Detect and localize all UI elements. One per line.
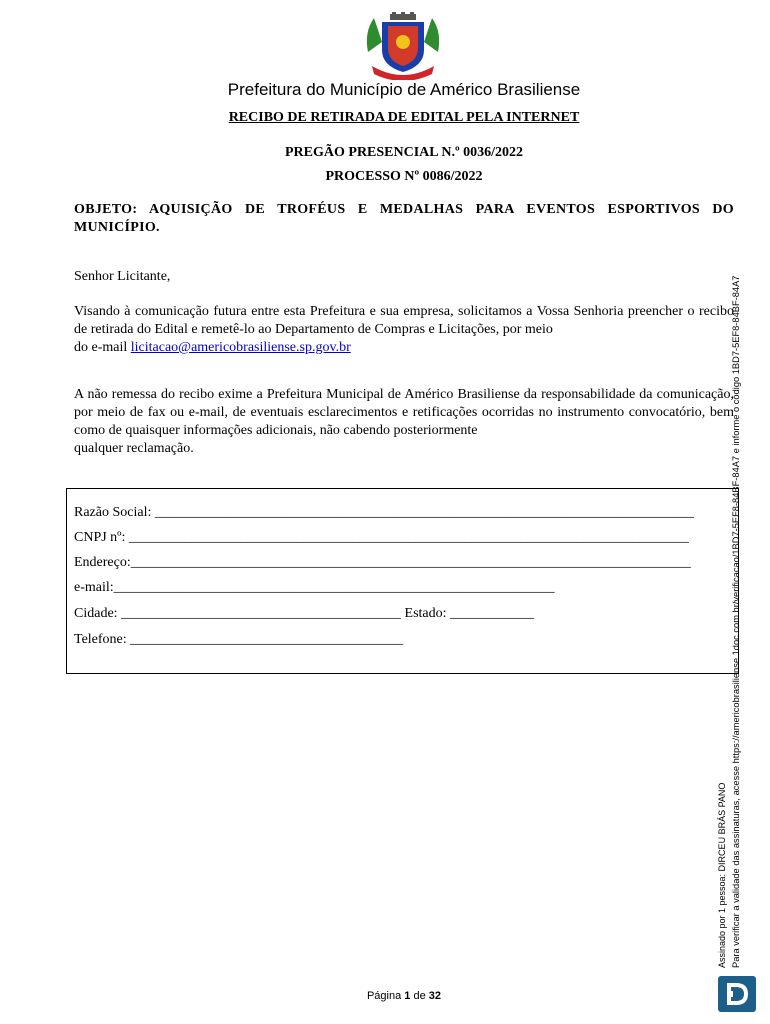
paragraph-2-text: A não remessa do recibo exime a Prefeitura Municipal de Américo Brasiliense da responsabilidade da comunicação, por meio de fax ou e-mail, de eventuais esclarecimentos e retificações ocorridas no instrumento convocatório, bem como de quaisquer informações adicionais, não cabendo posteriormente — [74, 387, 734, 438]
paragraph-1-text: Visando à comunicação futura entre esta Prefeitura e sua empresa, solicitamos a Vossa Senhoria preencher o recibo de retirada do Edital e remetê-lo ao Departamento de Compras e Licitações, por meio — [74, 304, 734, 337]
page-prefix: Página — [366, 990, 402, 1002]
paragraph-1 — [74, 303, 734, 357]
receipt-title: RECIBO DE RETIRADA DE EDITAL PELA INTERNET — [228, 110, 580, 125]
endereco-field[interactable]: Endereço:________________________________________________________________________________ — [74, 555, 691, 570]
cidade-estado-field[interactable]: Cidade: ________________________________________ Estado: ____________ — [74, 606, 535, 621]
page-of: de — [413, 990, 426, 1002]
pregao-number: PREGÃO PRESENCIAL N.º 0036/2022 — [285, 145, 523, 160]
signature-signer: Assinado por 1 pessoa: DIRCEU BRÁS PANO — [717, 782, 727, 968]
greeting: Senhor Licitante, — [74, 269, 171, 284]
email-field[interactable]: e-mail:_______________________________________________________________ — [74, 580, 555, 595]
paragraph-1-tail — [74, 339, 734, 357]
cnpj-field[interactable]: CNPJ nº: ________________________________________________________________________________ — [74, 530, 689, 545]
page-number — [0, 990, 770, 1002]
page-current: 1 — [404, 990, 411, 1002]
processo-number: PROCESSO Nº 0086/2022 — [325, 169, 483, 184]
objeto-text: OBJETO: AQUISIÇÃO DE TROFÉUS E MEDALHAS PARA EVENTOS ESPORTIVOS DO MUNICÍPIO. — [74, 202, 734, 235]
razao-social-field[interactable]: Razão Social: _____________________________________________________________________________ — [74, 505, 694, 520]
paragraph-2 — [74, 386, 734, 458]
municipality-title: Prefeitura do Município de Américo Brasiliense — [227, 80, 581, 99]
telefone-field[interactable]: Telefone: _______________________________________ — [74, 632, 404, 647]
signature-verification[interactable]: Para verificar a validade das assinaturas, acesse https://americobrasiliense.1doc.com.br/verificacao/1BD7-5EF8-84BF-84A7 e informe o código 1BD7-5EF8-84BF-84A7 — [731, 275, 741, 968]
paragraph-2-tail: qualquer reclamação. — [74, 441, 194, 456]
paragraph-1-tail-text: do e-mail — [74, 340, 128, 355]
email-link[interactable]: licitacao@americobrasiliense.sp.gov.br — [130, 340, 351, 355]
page-total: 32 — [428, 990, 442, 1002]
municipal-crest-icon — [362, 12, 444, 80]
